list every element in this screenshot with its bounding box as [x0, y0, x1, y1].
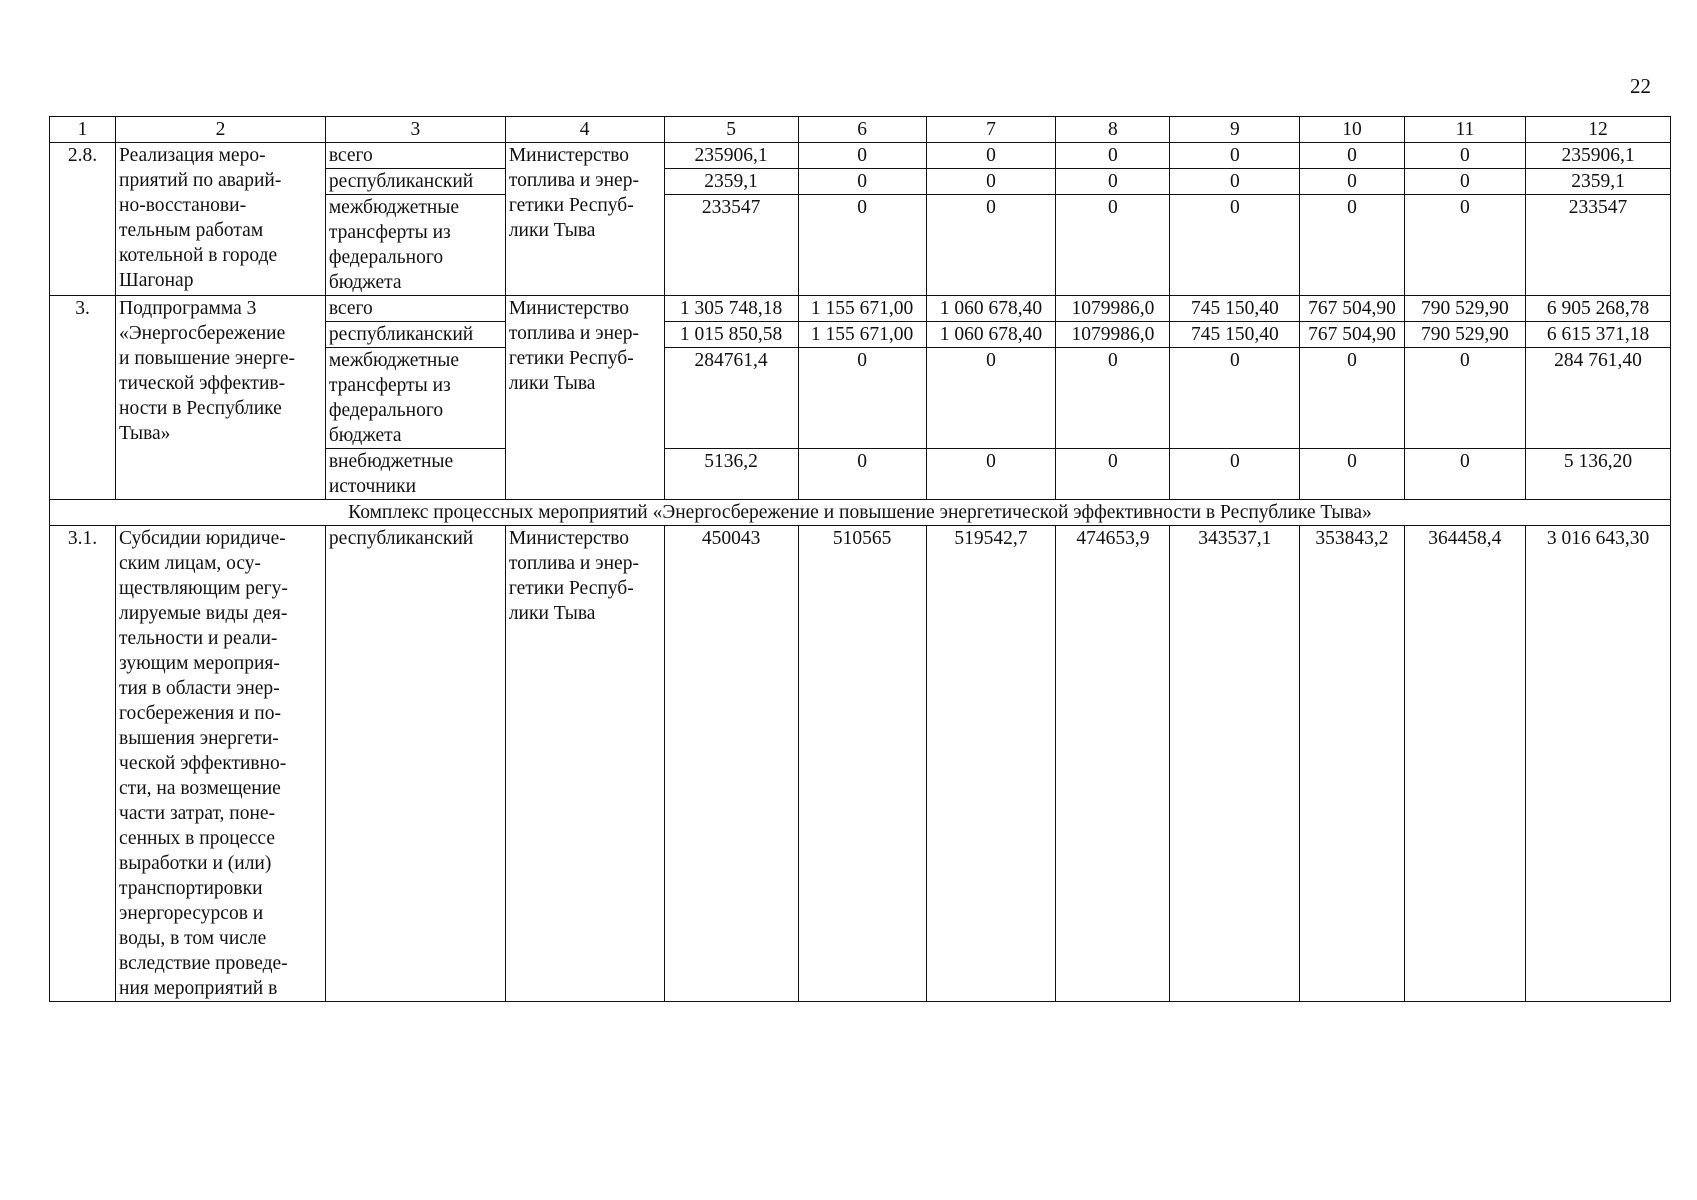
- value-cell: 1 060 678,40: [926, 322, 1056, 348]
- value-cell: 450043: [664, 526, 798, 1002]
- row-name: Подпрограмма 3 «Энергосбережение и повышение энерге- тической эффектив- ности в Республике Тыва»: [116, 296, 326, 500]
- value-cell: 343537,1: [1170, 526, 1300, 1002]
- value-cell: 1079986,0: [1056, 296, 1170, 322]
- value-cell: 0: [926, 348, 1056, 449]
- column-number: 9: [1170, 117, 1300, 143]
- value-cell: 0: [926, 143, 1056, 169]
- value-cell: 767 504,90: [1300, 322, 1404, 348]
- value-cell: 0: [1404, 449, 1525, 500]
- column-number: 11: [1404, 117, 1525, 143]
- section-title: Комплекс процессных мероприятий «Энергосбережение и повышение энергетической эффективности в Республике Тыва»: [50, 500, 1671, 526]
- value-cell: 0: [1300, 348, 1404, 449]
- column-number: 3: [325, 117, 505, 143]
- funding-source: межбюджетные трансферты из федерального бюджета: [325, 195, 505, 296]
- funding-source: всего: [325, 143, 505, 169]
- value-cell: 1 015 850,58: [664, 322, 798, 348]
- value-cell: 1 305 748,18: [664, 296, 798, 322]
- total-cell: 3 016 643,30: [1526, 526, 1671, 1002]
- value-cell: 1 155 671,00: [798, 296, 926, 322]
- value-cell: 0: [926, 195, 1056, 296]
- value-cell: 519542,7: [926, 526, 1056, 1002]
- value-cell: 0: [1170, 143, 1300, 169]
- value-cell: 364458,4: [1404, 526, 1525, 1002]
- value-cell: 284761,4: [664, 348, 798, 449]
- total-cell: 6 905 268,78: [1526, 296, 1671, 322]
- column-number: 10: [1300, 117, 1404, 143]
- value-cell: 2359,1: [664, 169, 798, 195]
- row-name: Субсидии юридиче- ским лицам, осу- ществляющим регу- лируемые виды дея- тельности и реали- зующим мероприя- тия в области энер- госбережения и по- вышения энергети- ческой эффективно- сти, на возмещение части затрат, поне- сенных в процессе выработки и (или) транспортировки энергоресурсов и воды, в том числе вследствие проведе- ния мероприятий в: [116, 526, 326, 1002]
- page-number: 22: [1630, 74, 1651, 98]
- responsible-ministry: Министерство топлива и энер- гетики Респуб- лики Тыва: [505, 296, 664, 500]
- value-cell: 790 529,90: [1404, 322, 1525, 348]
- value-cell: 0: [1170, 195, 1300, 296]
- value-cell: 1 155 671,00: [798, 322, 926, 348]
- funding-source: республиканский: [325, 169, 505, 195]
- value-cell: 0: [1300, 449, 1404, 500]
- value-cell: 1 060 678,40: [926, 296, 1056, 322]
- value-cell: 0: [1056, 348, 1170, 449]
- value-cell: 1079986,0: [1056, 322, 1170, 348]
- column-number: 12: [1526, 117, 1671, 143]
- column-number: 1: [50, 117, 116, 143]
- value-cell: 0: [1170, 449, 1300, 500]
- table-row: [50, 143, 1671, 169]
- value-cell: 0: [1056, 449, 1170, 500]
- value-cell: 790 529,90: [1404, 296, 1525, 322]
- row-number: 3.1.: [50, 526, 116, 1002]
- value-cell: 353843,2: [1300, 526, 1404, 1002]
- budget-table: [49, 116, 1671, 1002]
- value-cell: 745 150,40: [1170, 296, 1300, 322]
- value-cell: 0: [1404, 348, 1525, 449]
- value-cell: 0: [926, 449, 1056, 500]
- table-row: [50, 296, 1671, 322]
- column-number: 4: [505, 117, 664, 143]
- value-cell: 0: [1404, 169, 1525, 195]
- value-cell: 5136,2: [664, 449, 798, 500]
- value-cell: 0: [1170, 169, 1300, 195]
- value-cell: 0: [1056, 143, 1170, 169]
- value-cell: 767 504,90: [1300, 296, 1404, 322]
- total-cell: 235906,1: [1526, 143, 1671, 169]
- funding-source: всего: [325, 296, 505, 322]
- value-cell: 233547: [664, 195, 798, 296]
- value-cell: 0: [1170, 348, 1300, 449]
- value-cell: 0: [798, 348, 926, 449]
- total-cell: 5 136,20: [1526, 449, 1671, 500]
- value-cell: 0: [1404, 143, 1525, 169]
- value-cell: 0: [798, 449, 926, 500]
- total-cell: 2359,1: [1526, 169, 1671, 195]
- column-number: 7: [926, 117, 1056, 143]
- value-cell: 0: [798, 195, 926, 296]
- value-cell: 0: [1056, 195, 1170, 296]
- value-cell: 510565: [798, 526, 926, 1002]
- row-name: Реализация меро- приятий по аварий- но-восстанови- тельным работам котельной в городе Шагонар: [116, 143, 326, 296]
- column-number: 8: [1056, 117, 1170, 143]
- total-cell: 6 615 371,18: [1526, 322, 1671, 348]
- funding-source: межбюджетные трансферты из федерального бюджета: [325, 348, 505, 449]
- value-cell: 0: [1300, 195, 1404, 296]
- column-number: 2: [116, 117, 326, 143]
- value-cell: 0: [798, 169, 926, 195]
- value-cell: 0: [1056, 169, 1170, 195]
- responsible-ministry: Министерство топлива и энер- гетики Респуб- лики Тыва: [505, 143, 664, 296]
- total-cell: 284 761,40: [1526, 348, 1671, 449]
- row-number: 2.8.: [50, 143, 116, 296]
- value-cell: 474653,9: [1056, 526, 1170, 1002]
- funding-source: республиканский: [325, 322, 505, 348]
- column-number-row: [50, 117, 1671, 143]
- section-header-row: [50, 500, 1671, 526]
- funding-source: республиканский: [325, 526, 505, 1002]
- column-number: 6: [798, 117, 926, 143]
- table-row: [50, 526, 1671, 1002]
- row-number: 3.: [50, 296, 116, 500]
- value-cell: 0: [926, 169, 1056, 195]
- value-cell: 0: [798, 143, 926, 169]
- column-number: 5: [664, 117, 798, 143]
- value-cell: 0: [1404, 195, 1525, 296]
- value-cell: 745 150,40: [1170, 322, 1300, 348]
- value-cell: 0: [1300, 169, 1404, 195]
- responsible-ministry: Министерство топлива и энер- гетики Респуб- лики Тыва: [505, 526, 664, 1002]
- value-cell: 0: [1300, 143, 1404, 169]
- funding-source: внебюджетные источники: [325, 449, 505, 500]
- value-cell: 235906,1: [664, 143, 798, 169]
- total-cell: 233547: [1526, 195, 1671, 296]
